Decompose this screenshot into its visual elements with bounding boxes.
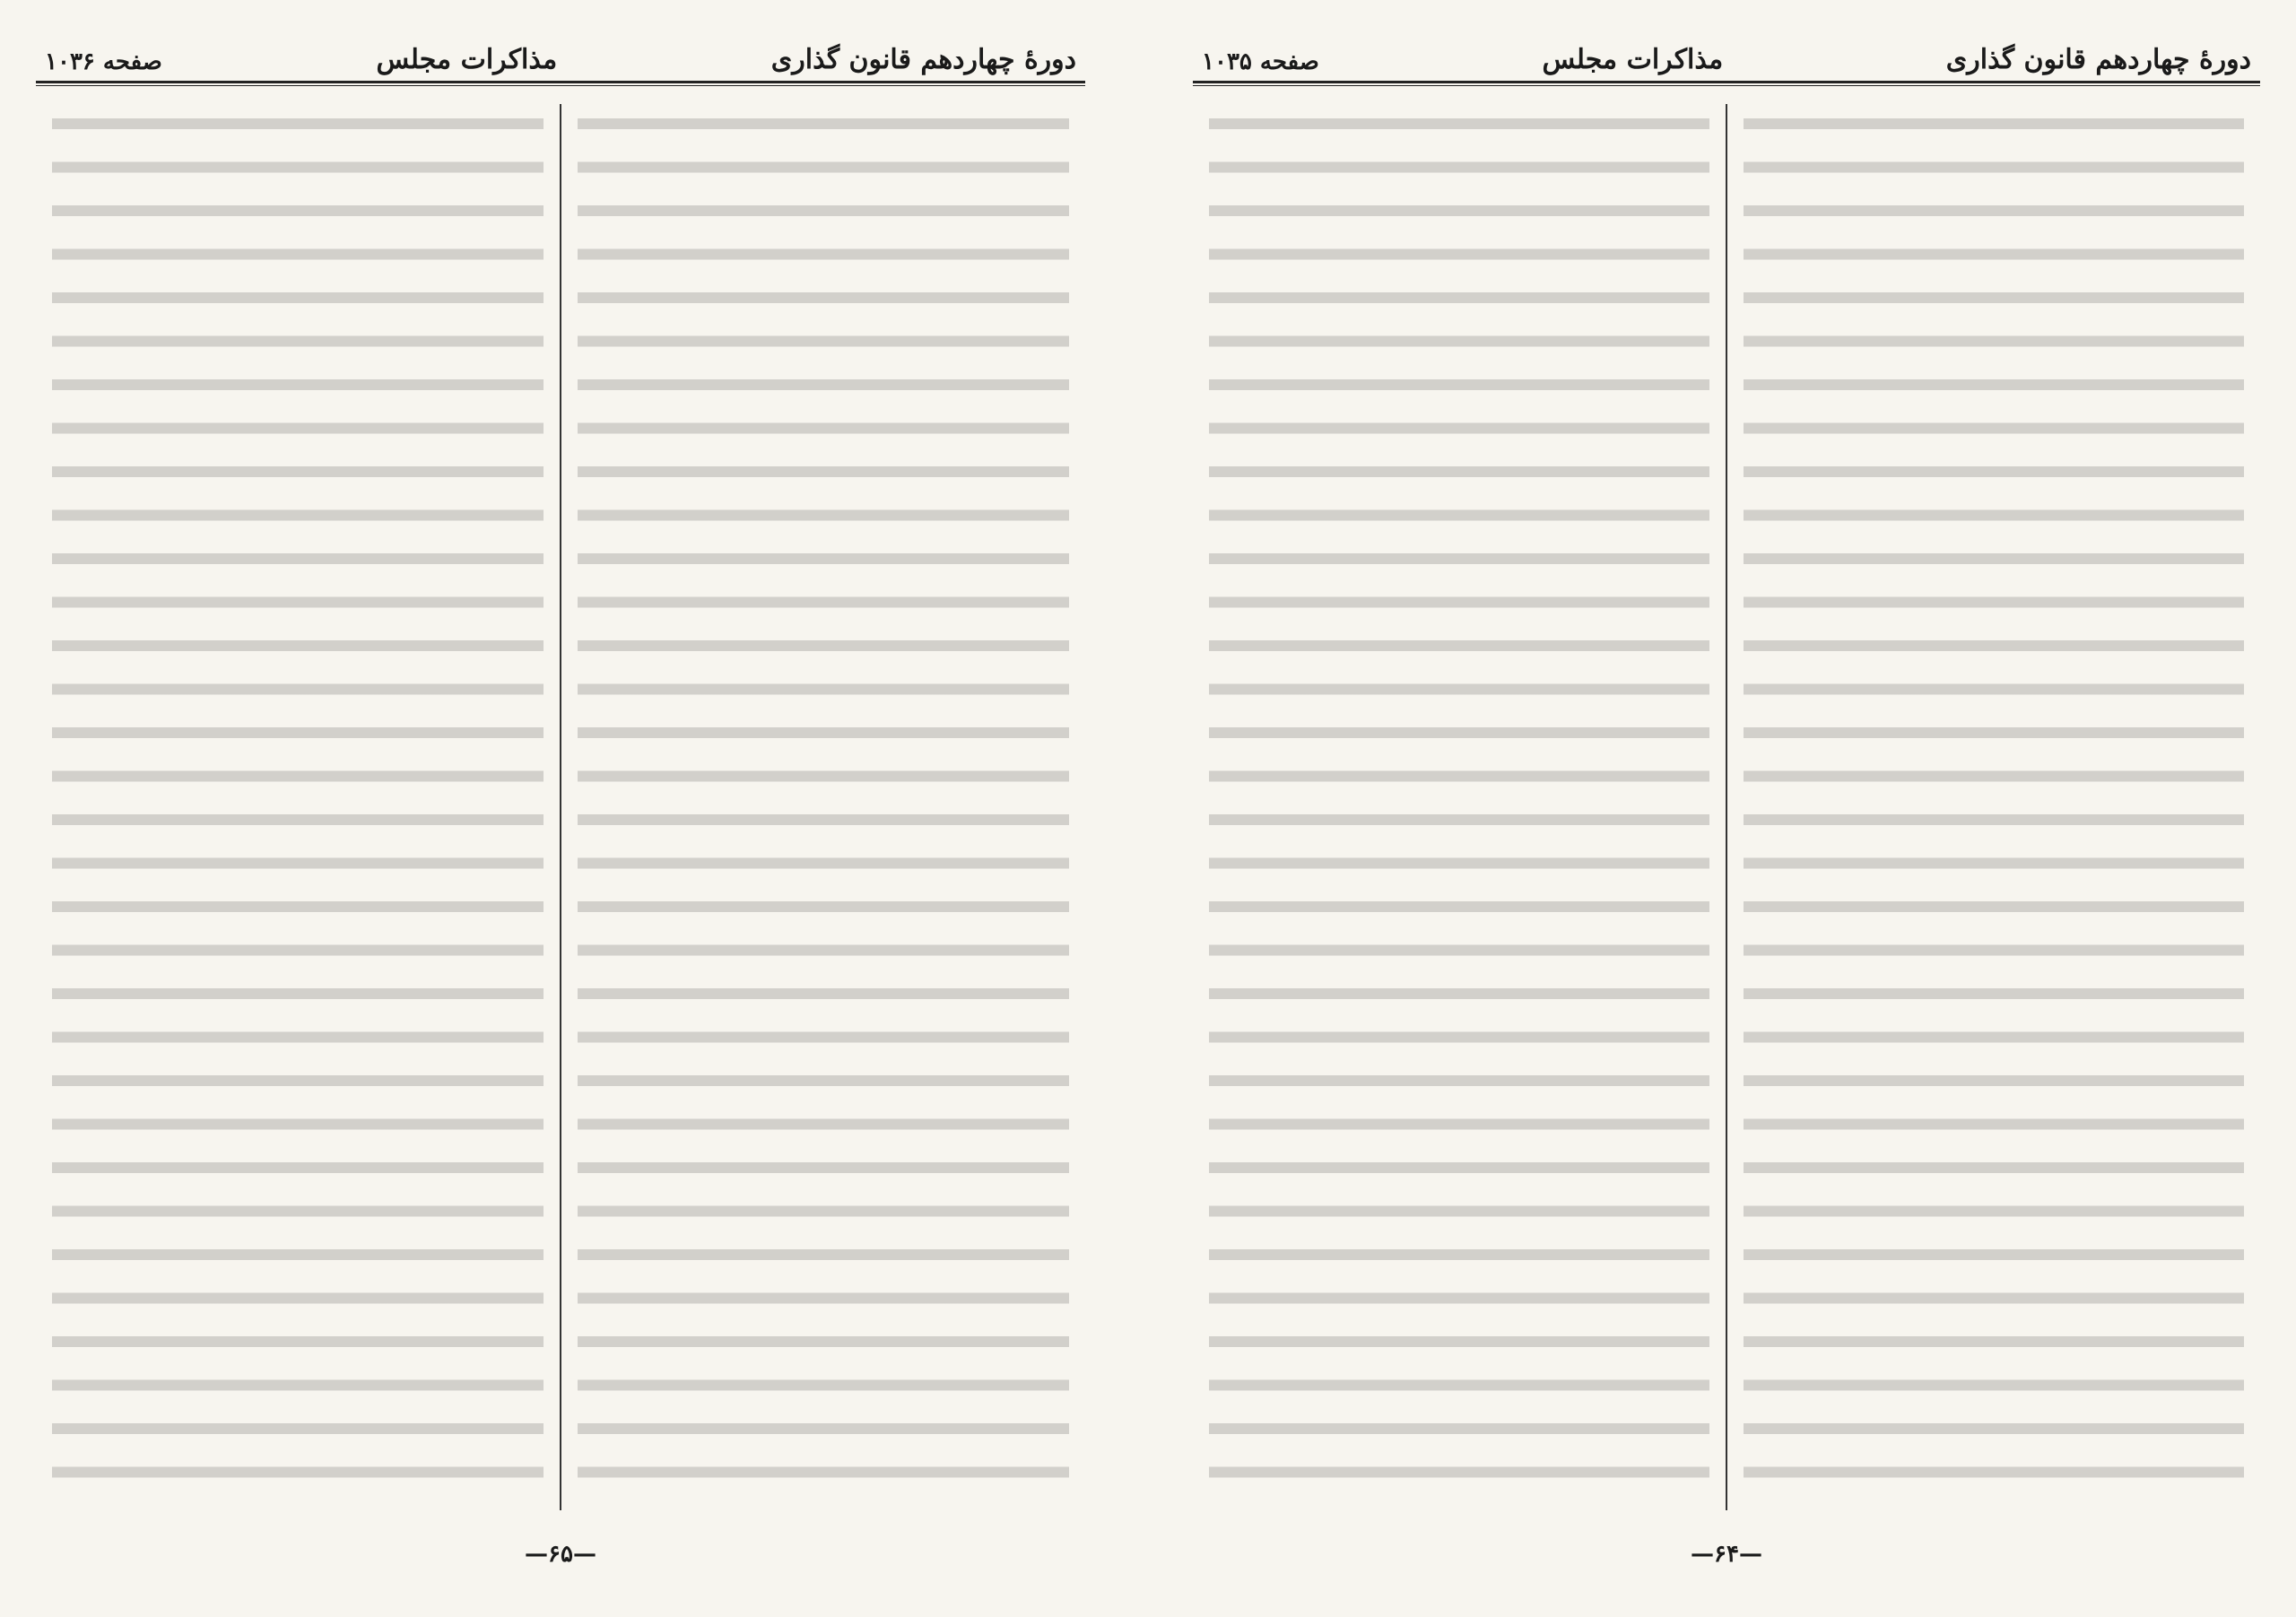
page-number-label: صفحه ۱۰۳۵ — [1202, 48, 1319, 75]
text-columns — [1193, 99, 2260, 1516]
page-number-label: صفحه ۱۰۳۶ — [45, 48, 162, 75]
header-rule — [36, 81, 1085, 86]
text-column-right — [561, 99, 1085, 1516]
page-1035 — [1193, 36, 2260, 1578]
header-rule — [1193, 81, 2260, 86]
page-footer-number: —۶۴— — [1691, 1541, 1762, 1568]
text-column-left — [1193, 99, 1726, 1516]
page-header — [1193, 36, 2260, 75]
page-footer-number: —۶۵— — [525, 1541, 596, 1568]
text-columns — [36, 99, 1085, 1516]
session-label: دورهٔ چهاردهم قانون گذاری — [1945, 44, 2251, 75]
session-label: دورهٔ چهاردهم قانون گذاری — [770, 44, 1076, 75]
page-1036 — [36, 36, 1085, 1578]
text-column-left — [36, 99, 560, 1516]
header-title: مذاکرات مجلس — [376, 44, 558, 75]
text-column-right — [1727, 99, 2260, 1516]
header-title: مذاکرات مجلس — [1542, 44, 1724, 75]
page-header — [36, 36, 1085, 75]
